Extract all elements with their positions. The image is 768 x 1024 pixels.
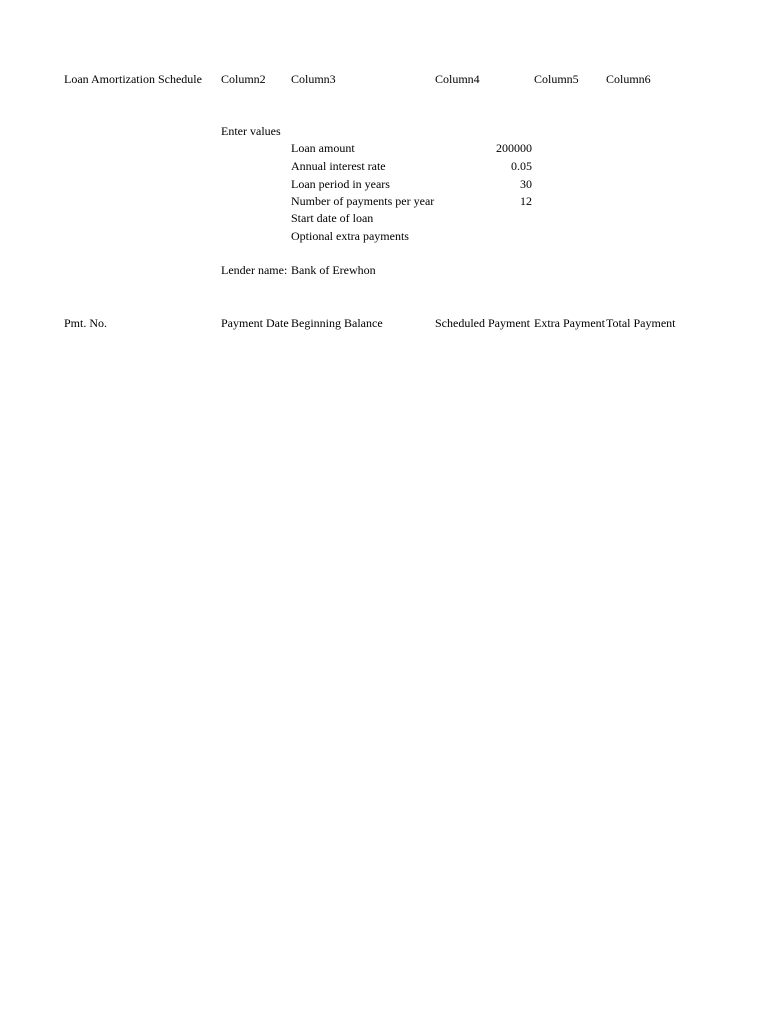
input-label-start-date: Start date of loan xyxy=(291,211,374,225)
input-value-payments-per-year[interactable]: 12 xyxy=(520,194,532,208)
input-value-loan-amount[interactable]: 200000 xyxy=(496,141,532,155)
input-value-loan-period[interactable]: 30 xyxy=(520,177,532,191)
lender-name-label: Lender name: xyxy=(221,263,288,277)
column-header-2: Column2 xyxy=(221,72,266,86)
enter-values-label: Enter values xyxy=(221,124,281,138)
schedule-header-total-payment: Total Payment xyxy=(606,316,676,330)
lender-name-value[interactable]: Bank of Erewhon xyxy=(291,263,376,277)
input-label-extra-payments: Optional extra payments xyxy=(291,229,409,243)
input-value-extra-payments[interactable] xyxy=(435,228,532,244)
sheet-title: Loan Amortization Schedule xyxy=(64,72,202,86)
column-header-5: Column5 xyxy=(534,72,579,86)
schedule-header-scheduled-payment: Scheduled Payment xyxy=(435,316,530,330)
input-label-payments-per-year: Number of payments per year xyxy=(291,194,435,208)
input-label-loan-period: Loan period in years xyxy=(291,177,390,191)
input-label-loan-amount: Loan amount xyxy=(291,141,355,155)
schedule-header-beginning-balance: Beginning Balance xyxy=(291,316,383,330)
schedule-header-payment-date: Payment Date xyxy=(221,316,289,330)
schedule-header-pmt-no: Pmt. No. xyxy=(64,316,108,330)
input-value-start-date[interactable] xyxy=(435,210,532,226)
input-value-interest-rate[interactable]: 0.05 xyxy=(511,159,532,173)
input-label-interest-rate: Annual interest rate xyxy=(291,159,386,173)
schedule-header-extra-payment: Extra Payment xyxy=(534,316,605,330)
column-header-3: Column3 xyxy=(291,72,336,86)
column-header-6: Column6 xyxy=(606,72,651,86)
column-header-4: Column4 xyxy=(435,72,480,86)
